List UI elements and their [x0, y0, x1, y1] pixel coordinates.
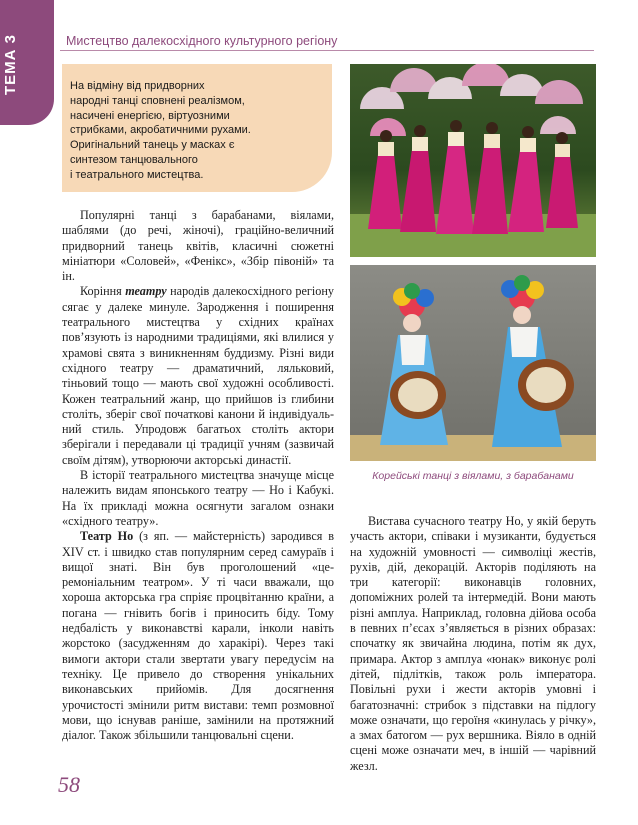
theme-tab-label: ТЕМА 3: [2, 33, 19, 95]
drum-dance-photo: [350, 265, 596, 461]
callout-line: і театрального мистецтва.: [70, 168, 204, 181]
header-divider: [60, 50, 594, 51]
paragraph-lead: Коріння: [80, 284, 126, 299]
paragraph-body: (з яп. — майстерність) зародився в XIV ст. і швидко став популярним серед самураїв і вищої знаті. Він був проголошений «церемоніальним театром». У ті часи вважали, що хороша акторська гра спріяє процвітанню країни, а погана — гнівить богів і приносить біду. Тому недбалість у виконавстві карали, інколи навіть жорстоко (засудженням до харакірі). Через такі вимоги актори стали звертати увагу передусім на техніку. Це привело до створення унікальних виконавських прийомів. Для досягнення урочистості змінили ритм вистави: темп розмовної мови, що існував раніше, замінили на протяжний діалог. Також збільшили танцювальні сцени.: [62, 529, 334, 743]
term-theatre: театру: [125, 284, 167, 299]
paragraph: В історії театрального мистецтва значуще місце належить видам японського театру — Но і Кабукі. На їх прикладі можна осягнути загалом ознаки «східного театру».: [62, 468, 334, 528]
callout-line: Оригінальний танець у масках є: [70, 139, 235, 152]
callout-line: синтезом танцювального: [70, 153, 198, 166]
callout-line: народні танці сповнені реалізмом,: [70, 94, 245, 107]
theme-tab: [0, 0, 54, 125]
paragraph: [62, 529, 334, 743]
right-column: [350, 514, 596, 774]
page-number: 58: [58, 772, 80, 797]
callout-line: стрибками, акробатичними рухами.: [70, 124, 251, 137]
left-column: [62, 208, 334, 743]
callout-text: [70, 79, 320, 183]
paragraph: Вистава сучасного театру Но, у якій беруть участь актори, співаки і музиканти, будується на художній умовності — символіці жестів, рухів, дій, декорацій. Акторів поділяють на три категорії: виконавців головних, допоміжних ролей та інтермедій. Вони мають різні амплуа. Наприклад, головна дійова особа в певних п’єсах з’являється в різних образах: спочатку як звичайна людина, потім як дух, примара. Актор з амплуа «юнак» виконує ролі дітей, підлітків, також роль імператора. Повільні рухи і жести акторів умовні і багатозначні: стрибок з підставки на підлогу може означати, що героїня «кинулась у річку», а змах батогом — рух вершника. Віяло в одній сцені може означати меч, в іншій — чарівний жезл.: [350, 514, 596, 773]
photo-caption: Корейські танці з віялами, з барабанами: [372, 470, 574, 482]
running-header: Мистецтво далекосхідного культурного регіону: [66, 34, 338, 48]
paragraph-body: народів далекосхідного регіону сягає у далеке минуле. Зародження і поширення театрального мистецтва у східних країнах пов’язують із народними традиціями, які влилися у храмові свята з виникненням буддизму. Різні види східного театру — драматичний, ляльковий, тіньовий тощо — мають свої художні особливості. Кожен театральний жанр, що прийшов із глибини століть, зберіг свої початкові канони й індивідуальний стиль. Упродовж багатьох століть актори зберігали і передавали ці традиції учням (зазвичай своїм дітям), утворюючи акторські династії.: [62, 284, 334, 467]
callout-line: насичені енергією, віртуозними: [70, 109, 230, 122]
callout-box: [62, 64, 332, 192]
paragraph: [62, 284, 334, 468]
fan-dance-photo: [350, 64, 596, 257]
paragraph: Популярні танці з барабанами, віялами, шаблями (до речі, жіночі), граційно-величний придворний танець квітів, класичні сюжетні мініатюри «Соловей», «Фенікс», «Збір півоній» та ін.: [62, 208, 334, 284]
callout-line: На відміну від придворних: [70, 80, 205, 92]
term-no-theatre: Театр Но: [80, 529, 134, 544]
